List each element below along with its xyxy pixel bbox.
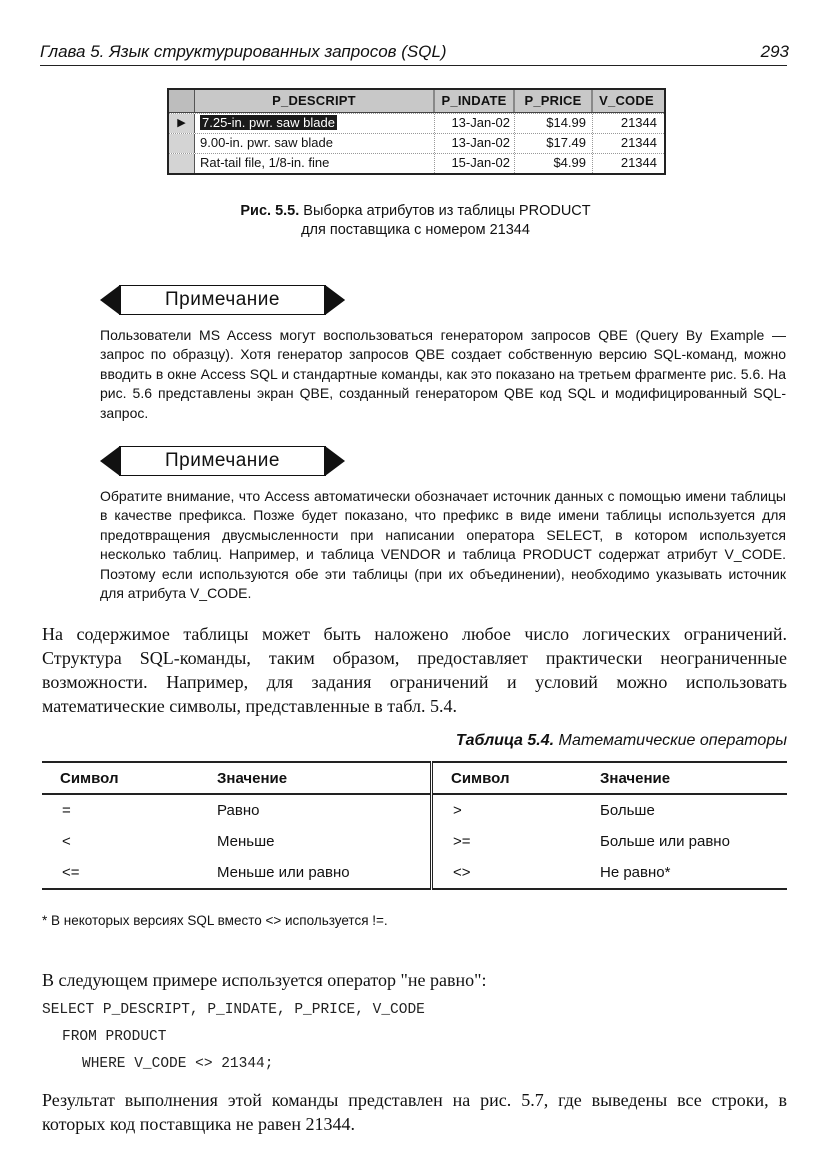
operator-meaning: Меньше (217, 833, 275, 850)
cell-p-indate[interactable]: 15-Jan-02 (435, 154, 515, 173)
current-row-marker-icon[interactable]: ▶ (169, 114, 195, 133)
chapter-running-head: Глава 5. Язык структурированных запросов (SQL) (40, 42, 447, 61)
note-text: Пользователи MS Access могут воспользоваться генератором запросов QBE (Query By Example — запрос по образцу). Хотя генератор запросов QBE создает собственную версию SQL-команд, можно вводить в окне Access SQL и стандартные команды, как это показано на третьем фрагменте рис. 5.6. На рис. 5.6 представлены экран QBE, созданный генератором QBE код SQL и модифицированный SQL-запрос. (100, 327, 786, 421)
operator-symbol: = (62, 802, 71, 819)
datasheet-row[interactable] (169, 153, 664, 173)
header-symbol: Символ (432, 762, 601, 794)
operator-symbol: < (62, 833, 71, 850)
selected-cell-text: 7.25-in. pwr. saw blade (202, 115, 335, 130)
column-header-p-descript[interactable]: P_DESCRIPT (195, 90, 435, 112)
table-header-row (42, 762, 787, 794)
page-number: 293 (760, 42, 789, 61)
figure-caption-line1: Выборка атрибутов из таблицы PRODUCT (303, 203, 591, 219)
datasheet-header-row (169, 90, 664, 113)
operator-meaning: Больше (600, 802, 655, 819)
operator-meaning: Больше или равно (600, 833, 730, 850)
cell-p-descript[interactable] (195, 114, 435, 133)
cell-p-indate[interactable]: 13-Jan-02 (435, 114, 515, 133)
table-row (42, 857, 787, 889)
note-label: Примечание (165, 289, 280, 310)
cell-p-price[interactable]: $4.99 (515, 154, 593, 173)
note-banner (100, 285, 345, 315)
code-line: SELECT P_DESCRIPT, P_INDATE, P_PRICE, V_CODE (42, 1002, 425, 1018)
column-header-p-price[interactable]: P_PRICE (515, 90, 593, 112)
header-meaning: Значение (600, 769, 671, 787)
operator-meaning: Меньше или равно (217, 864, 350, 881)
header-rule (40, 65, 787, 66)
select-all-cell[interactable] (169, 90, 195, 112)
header-meaning: Значение (217, 769, 288, 787)
operator-meaning: Равно (217, 802, 260, 819)
table-row (42, 826, 787, 857)
figure-caption-label: Рис. 5.5. (240, 203, 300, 219)
operator-symbol: <= (62, 864, 80, 881)
body-paragraph: В следующем примере используется оператор "не равно": (42, 970, 487, 990)
column-header-p-indate[interactable]: P_INDATE (435, 90, 515, 112)
cell-p-price[interactable]: $14.99 (515, 114, 593, 133)
body-paragraph: На содержимое таблицы может быть наложено любое число логических ограничений. Структура SQL-команды, таким образом, предоставляет практически неограниченные возможности. Например, для задания ограничений и условий можно использовать математические символы, представленные в табл. 5.4. (42, 624, 787, 716)
row-selector[interactable] (169, 154, 195, 173)
header-symbol: Символ (60, 769, 119, 787)
cell-p-indate[interactable]: 13-Jan-02 (435, 134, 515, 153)
table-caption-label: Таблица 5.4. (455, 732, 555, 749)
query-result-datasheet (167, 88, 666, 175)
operator-symbol: <> (432, 857, 601, 889)
table-footnote: * В некоторых версиях SQL вместо <> используется !=. (42, 913, 388, 928)
cell-v-code[interactable]: 21344 (620, 135, 657, 150)
cell-p-descript[interactable]: Rat-tail file, 1/8-in. fine (195, 154, 435, 173)
figure-caption (0, 202, 831, 240)
cell-p-price[interactable]: $17.49 (515, 134, 593, 153)
operator-meaning: Не равно* (600, 864, 671, 881)
cell-v-code[interactable]: 21344 (620, 155, 657, 170)
table-caption (456, 732, 787, 750)
operator-symbol: >= (432, 826, 601, 857)
cell-p-descript[interactable]: 9.00-in. pwr. saw blade (195, 134, 435, 153)
column-header-v-code[interactable]: V_CODE (599, 93, 654, 108)
row-selector[interactable] (169, 134, 195, 153)
code-line: WHERE V_CODE <> 21344; (82, 1056, 274, 1072)
datasheet-row[interactable] (169, 113, 664, 133)
note-text: Обратите внимание, что Access автоматически обозначает источник данных с помощью имени таблицы в качестве префикса. Позже будет показано, что префикс в виде имени таблицы используется для предотвращения двусмысленности при написании оператора SELECT, в котором используется несколько таблиц. Например, и таблица VENDOR и таблица PRODUCT содержат атрибут V_CODE. Поэтому если используются обе эти таблицы (при их объединении), необходимо указывать источник для атрибута V_CODE. (100, 488, 786, 602)
datasheet-row[interactable] (169, 133, 664, 153)
note-label: Примечание (165, 450, 280, 471)
body-paragraph: Результат выполнения этой команды представлен на рис. 5.7, где выведены все строки, в которых код поставщика не равен 21344. (42, 1090, 787, 1134)
table-caption-text: Математические операторы (558, 732, 787, 749)
code-line: FROM PRODUCT (62, 1029, 167, 1045)
figure-caption-line2: для поставщика с номером 21344 (301, 222, 530, 238)
operators-table (42, 761, 787, 890)
operator-symbol: > (432, 794, 601, 826)
table-row (42, 794, 787, 826)
cell-v-code[interactable]: 21344 (620, 115, 657, 130)
note-banner (100, 446, 345, 476)
